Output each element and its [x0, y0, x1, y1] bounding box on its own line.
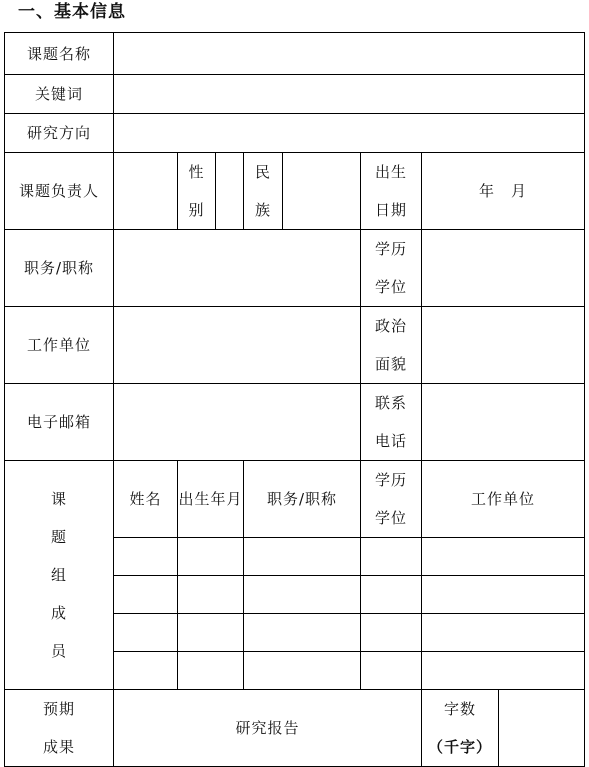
- member-name-cell[interactable]: [114, 614, 178, 652]
- birth-date-field[interactable]: 年 月: [422, 153, 585, 230]
- row-expected-results: [5, 690, 585, 767]
- row-topic-name: [5, 33, 585, 75]
- member-education-cell[interactable]: [361, 614, 422, 652]
- email-label: 电子邮箱: [5, 384, 114, 461]
- thousand-chars-text: （千字）: [427, 738, 492, 756]
- ethnicity-label: 民族: [244, 153, 283, 230]
- basic-info-form: [4, 32, 585, 767]
- ethnicity-field[interactable]: [283, 153, 361, 230]
- political-status-field[interactable]: [422, 307, 585, 384]
- member-position-cell[interactable]: [244, 576, 361, 614]
- member-name-cell[interactable]: [114, 538, 178, 576]
- keywords-field[interactable]: [114, 75, 585, 114]
- members-group-label: 课题组成员: [5, 461, 114, 690]
- phone-label: 联系电话: [361, 384, 422, 461]
- member-education-cell[interactable]: [361, 538, 422, 576]
- row-leader: [5, 153, 585, 230]
- leader-name-field[interactable]: [114, 153, 178, 230]
- member-name-cell[interactable]: [114, 652, 178, 690]
- member-position-cell[interactable]: [244, 538, 361, 576]
- member-name-cell[interactable]: [114, 576, 178, 614]
- work-unit-label: 工作单位: [5, 307, 114, 384]
- member-education-header: 学历学位: [361, 461, 422, 538]
- member-work-unit-cell[interactable]: [422, 614, 585, 652]
- section-heading: 一、基本信息: [18, 2, 126, 22]
- row-keywords: [5, 75, 585, 114]
- member-birth-cell[interactable]: [178, 576, 244, 614]
- member-birth-cell[interactable]: [178, 614, 244, 652]
- word-count-field[interactable]: [499, 690, 585, 767]
- birth-date-label: 出生日期: [361, 153, 422, 230]
- row-work-unit: [5, 307, 585, 384]
- position-title-label: 职务/职称: [5, 230, 114, 307]
- member-position-cell[interactable]: [244, 614, 361, 652]
- expected-results-label: 预期成果: [5, 690, 114, 767]
- member-birth-cell[interactable]: [178, 652, 244, 690]
- member-birth-cell[interactable]: [178, 538, 244, 576]
- position-title-field[interactable]: [114, 230, 361, 307]
- member-work-unit-cell[interactable]: [422, 538, 585, 576]
- row-direction: [5, 114, 585, 153]
- work-unit-field[interactable]: [114, 307, 361, 384]
- education-degree-field[interactable]: [422, 230, 585, 307]
- email-field[interactable]: [114, 384, 361, 461]
- member-position-header: 职务/职称: [244, 461, 361, 538]
- gender-label: 性别: [178, 153, 216, 230]
- leader-label: 课题负责人: [5, 153, 114, 230]
- member-work-unit-cell[interactable]: [422, 576, 585, 614]
- member-position-cell[interactable]: [244, 652, 361, 690]
- row-members-header: [5, 461, 585, 538]
- phone-field[interactable]: [422, 384, 585, 461]
- education-degree-label: 学历学位: [361, 230, 422, 307]
- member-education-cell[interactable]: [361, 652, 422, 690]
- direction-field[interactable]: [114, 114, 585, 153]
- political-status-label: 政治面貌: [361, 307, 422, 384]
- keywords-label: 关键词: [5, 75, 114, 114]
- member-work-unit-header: 工作单位: [422, 461, 585, 538]
- topic-name-label: 课题名称: [5, 33, 114, 75]
- word-count-label: [422, 690, 499, 767]
- member-work-unit-cell[interactable]: [422, 652, 585, 690]
- gender-field[interactable]: [216, 153, 244, 230]
- member-birth-header: 出生年月: [178, 461, 244, 538]
- research-report-cell: 研究报告: [114, 690, 422, 767]
- topic-name-field[interactable]: [114, 33, 585, 75]
- member-education-cell[interactable]: [361, 576, 422, 614]
- row-position: [5, 230, 585, 307]
- member-name-header: 姓名: [114, 461, 178, 538]
- word-count-text: 字数: [443, 700, 476, 718]
- direction-label: 研究方向: [5, 114, 114, 153]
- row-email: [5, 384, 585, 461]
